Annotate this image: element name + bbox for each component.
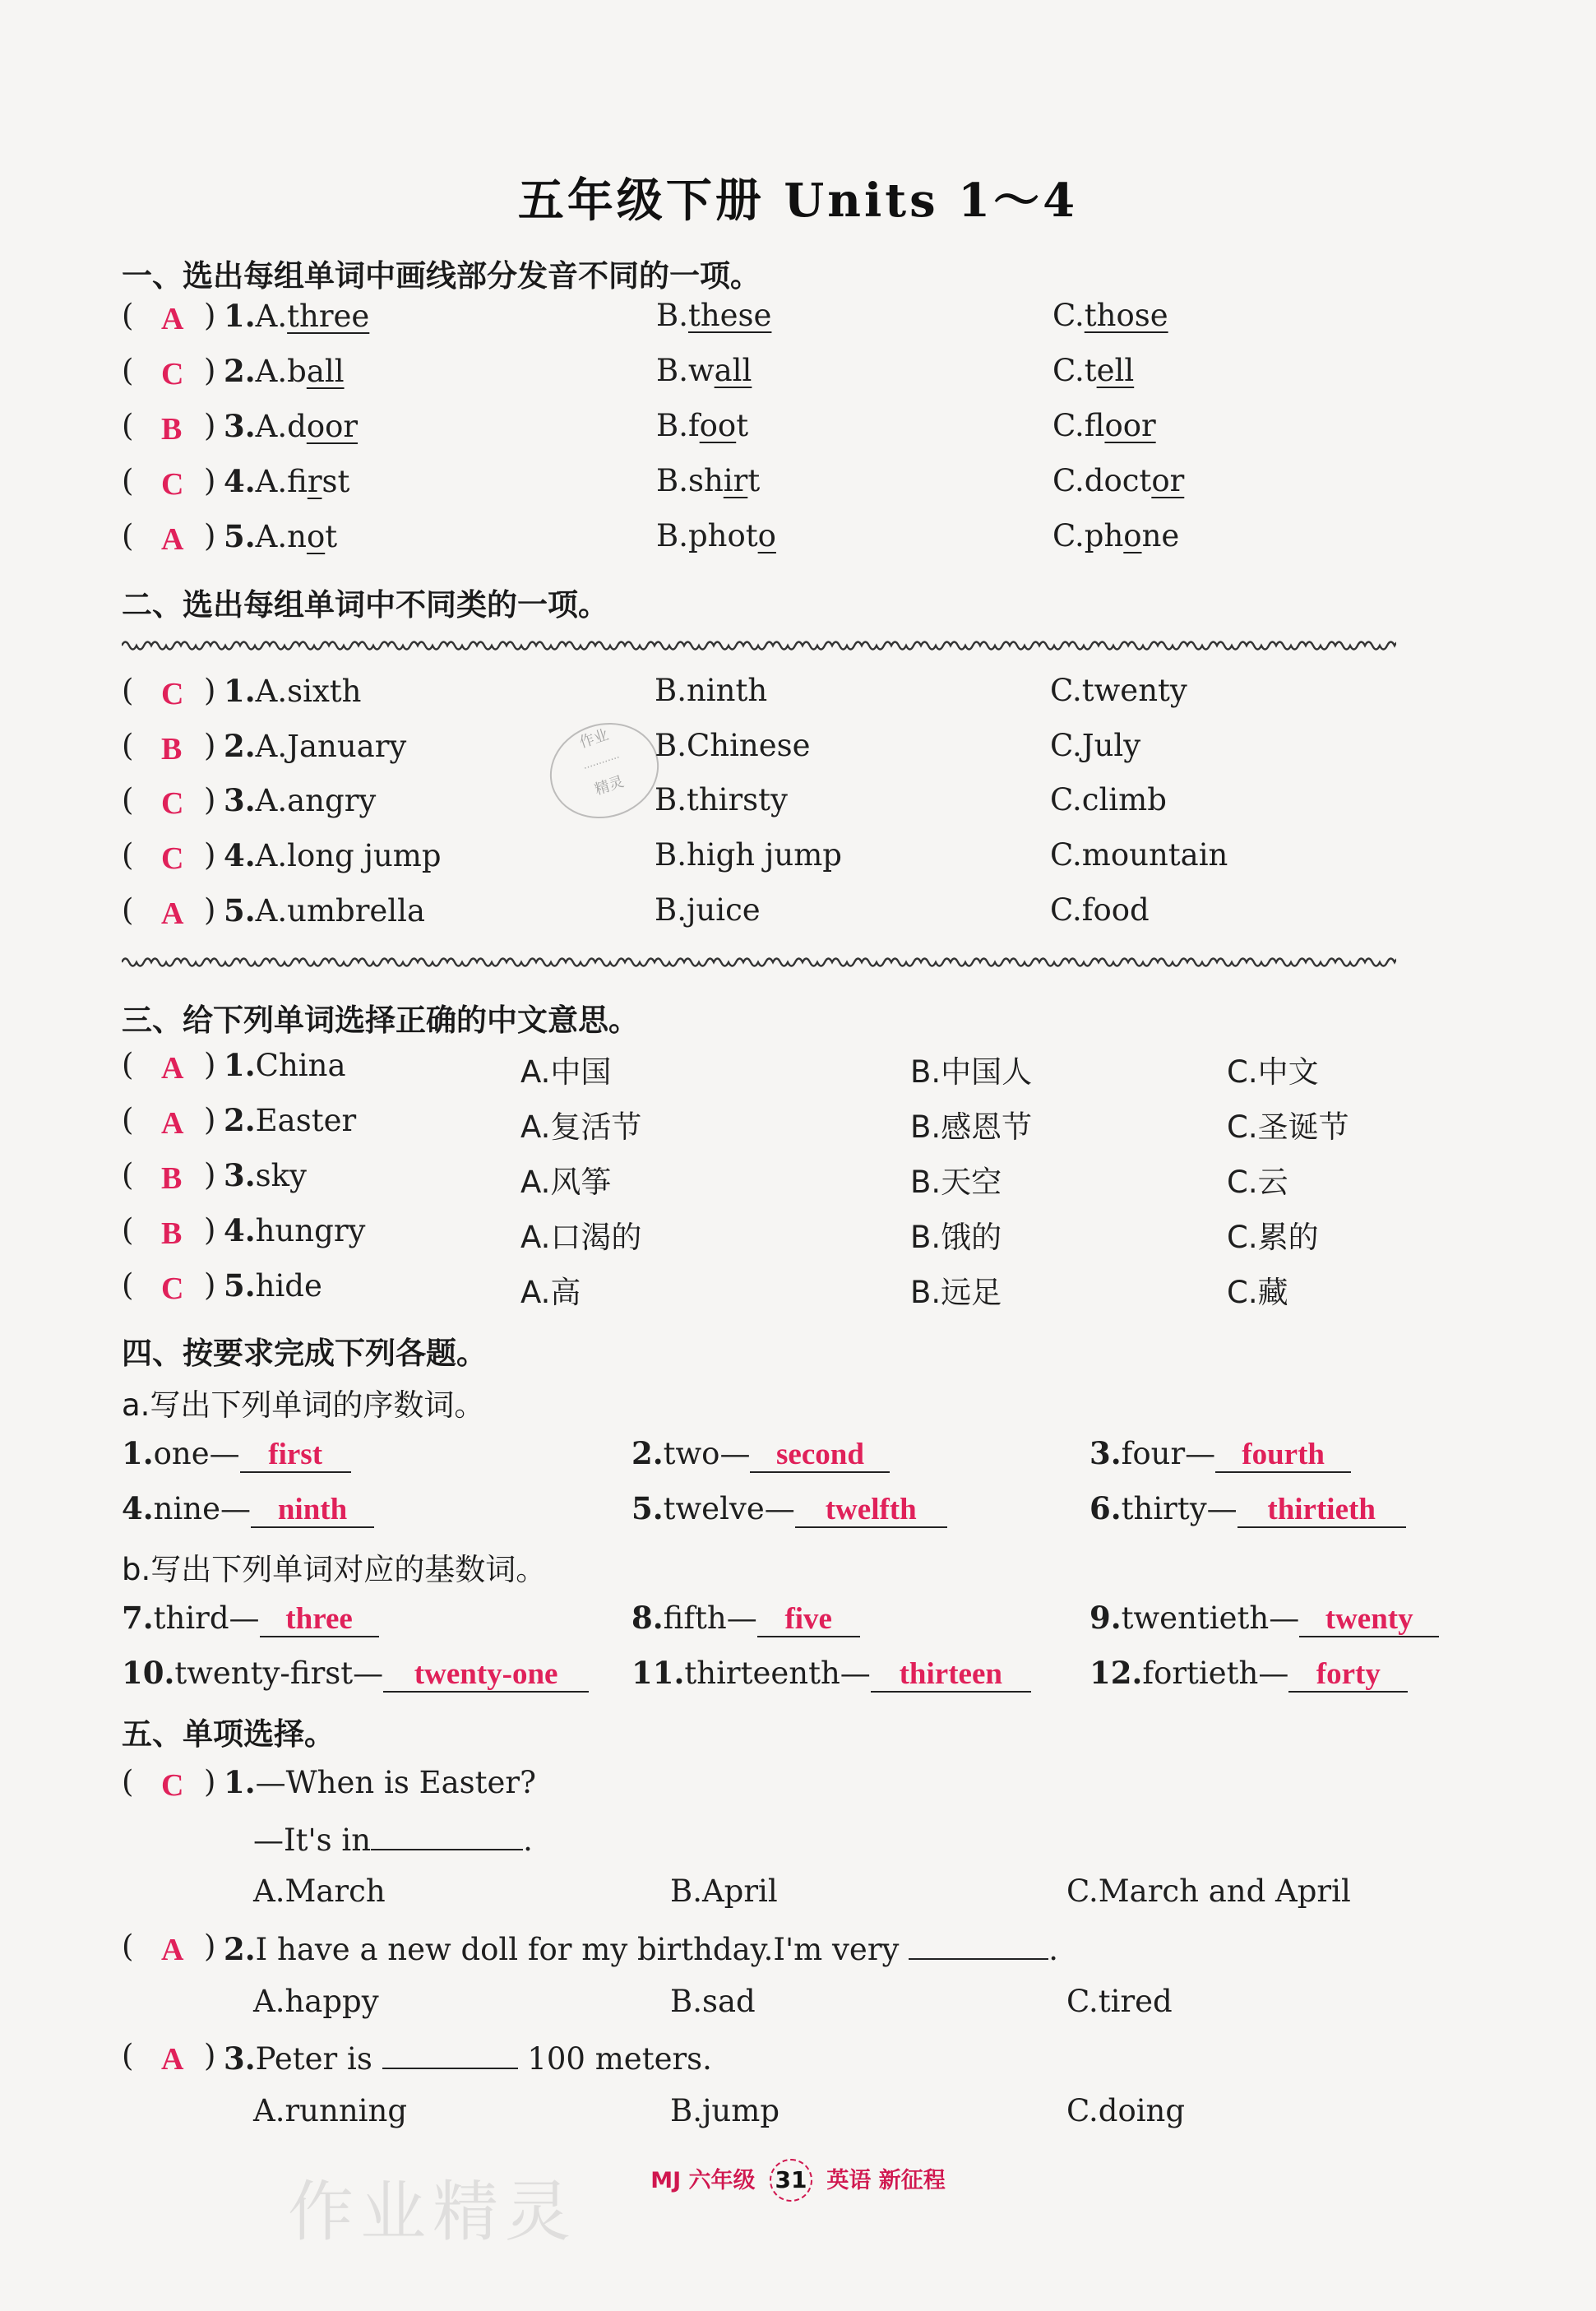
answer-mark: A [161, 302, 184, 336]
section4-heading: 四、按要求完成下列各题。 [122, 1336, 487, 1371]
option-a: A.中国 [520, 1054, 612, 1090]
pronunciation-item: ( A ) 1.A.three B.these C.those [122, 298, 1168, 336]
category-item: ( B ) 2.A.January B.Chinese C.July [122, 728, 1141, 766]
english-word: 3.sky [224, 1157, 307, 1193]
option-a: A.happy [253, 1984, 379, 2019]
wavy-divider-bottom [122, 950, 1396, 975]
answer-mark: A [161, 2042, 184, 2077]
option-b: B.远足 [910, 1275, 1002, 1310]
answer-blank[interactable]: first [240, 1438, 351, 1473]
mcq-3-options [0, 2093, 1596, 2142]
page-number: 31 [770, 2159, 812, 2202]
option-a: A.高 [520, 1275, 581, 1310]
answer-blank[interactable]: fourth [1215, 1438, 1351, 1473]
answer-blank[interactable]: five [757, 1603, 860, 1637]
meaning-item: ( A ) 1.China A.中国 B.中国人 C.中文 [122, 1047, 1319, 1090]
option-a: 3.A.door [224, 408, 359, 444]
option-a: A.口渴的 [520, 1220, 642, 1255]
option-c: C.March and April [1066, 1873, 1351, 1909]
option-b: B.饿的 [910, 1220, 1002, 1255]
option-a: A.running [253, 2093, 408, 2128]
option-c: C.mountain [1050, 837, 1228, 873]
question-text: —When is Easter? [255, 1765, 536, 1800]
mcq-3: ( A ) 3.Peter is 100 meters. [122, 2038, 712, 2077]
option-a: 1.A.sixth [224, 673, 362, 709]
option-a: 1.A.three [224, 298, 370, 334]
option-c: C.doctor [1052, 463, 1185, 498]
footer-series: 英语 新征程 [826, 2168, 946, 2193]
option-b: B.juice [655, 892, 761, 928]
option-b: B.天空 [910, 1165, 1002, 1200]
answer-mark: A [161, 1933, 184, 1967]
pronunciation-item: ( B ) 3.A.door B.foot C.floor [122, 408, 1156, 447]
section3-heading: 三、给下列单词选择正确的中文意思。 [122, 1003, 639, 1038]
category-item: ( A ) 5.A.umbrella B.juice C.food [122, 892, 1150, 931]
option-c: C.July [1050, 728, 1141, 763]
answer-blank[interactable] [909, 1929, 1048, 1960]
option-b: B.April [670, 1873, 778, 1909]
section5-heading: 五、单项选择。 [122, 1716, 335, 1752]
answer-blank[interactable]: twenty-one [383, 1658, 589, 1693]
option-b: B.thirsty [655, 782, 788, 817]
answer-mark: C [161, 1768, 184, 1803]
option-c: C.doing [1066, 2093, 1186, 2128]
option-c: C.twenty [1050, 673, 1187, 708]
option-a: A.March [253, 1873, 386, 1909]
answer-mark: A [161, 1106, 184, 1141]
option-a: 4.A.long jump [224, 837, 442, 873]
english-word: 1.China [224, 1047, 346, 1083]
option-a: 5.A.not [224, 518, 338, 554]
option-b: B.ninth [655, 673, 768, 708]
section2-heading: 二、选出每组单词中不同类的一项。 [122, 587, 608, 623]
option-b: B.photo [656, 518, 776, 553]
pronunciation-item: ( A ) 5.A.not B.photo C.phone [122, 518, 1180, 557]
fill-item: 7.third— three [122, 1600, 379, 1637]
option-c: C.floor [1052, 408, 1156, 443]
section4-sub-a: a.写出下列单词的序数词。 [122, 1387, 485, 1423]
option-a: 5.A.umbrella [224, 892, 426, 929]
option-a: 2.A.January [224, 728, 407, 764]
option-c: C.云 [1227, 1165, 1288, 1200]
category-item: ( C ) 3.A.angry B.thirsty C.climb [122, 782, 1167, 821]
answer-blank[interactable]: second [750, 1438, 890, 1473]
answer-blank[interactable]: ninth [251, 1494, 374, 1528]
fill-item: 2.two— second [631, 1435, 890, 1473]
footer-grade: MJ 六年级 [650, 2168, 756, 2193]
mcq-1-line2: —It's in . [0, 1819, 1596, 1869]
fill-item: 4.nine— ninth [122, 1490, 374, 1528]
answer-mark: C [161, 357, 184, 391]
meaning-item: ( C ) 5.hide A.高 B.远足 C.藏 [122, 1267, 1288, 1310]
answer-blank[interactable] [382, 2038, 518, 2069]
category-item: ( C ) 1.A.sixth B.ninth C.twenty [122, 673, 1187, 711]
wavy-divider-top [122, 633, 1396, 658]
mcq-2-options [0, 1984, 1596, 2033]
answer-blank[interactable] [371, 1819, 523, 1850]
fill-item: 12.fortieth— forty [1089, 1655, 1408, 1693]
mcq-1: ( C ) 1.—When is Easter? [122, 1764, 536, 1803]
fill-item: 1.one— first [122, 1435, 351, 1473]
option-b: B.shirt [656, 463, 761, 498]
section1-heading: 一、选出每组单词中画线部分发音不同的一项。 [122, 258, 761, 294]
answer-mark: A [161, 522, 184, 557]
english-word: 2.Easter [224, 1102, 357, 1138]
fill-item: 11.thirteenth— thirteen [631, 1655, 1031, 1693]
fill-item: 10.twenty-first— twenty-one [122, 1655, 589, 1693]
answer-mark: A [161, 1051, 184, 1086]
option-c: C.累的 [1227, 1220, 1319, 1255]
option-b: B.high jump [655, 837, 842, 873]
answer-blank[interactable]: thirteen [871, 1658, 1031, 1693]
option-a: A.风筝 [520, 1165, 612, 1200]
answer-mark: C [161, 467, 184, 502]
answer-mark: A [161, 896, 184, 931]
option-b: B.sad [670, 1984, 756, 2019]
meaning-item: ( A ) 2.Easter A.复活节 B.感恩节 C.圣诞节 [122, 1102, 1349, 1145]
stamp-logo: 作业 ············ 精灵 [538, 709, 672, 832]
category-item: ( C ) 4.A.long jump B.high jump C.mountain [122, 837, 1228, 876]
meaning-item: ( B ) 4.hungry A.口渴的 B.饿的 C.累的 [122, 1212, 1319, 1255]
answer-mark: C [161, 1271, 184, 1306]
question-text: I have a new doll for my birthday.I'm very [255, 1932, 900, 1967]
section4-sub-b: b.写出下列单词对应的基数词。 [122, 1552, 547, 1587]
mcq-1-options [0, 1873, 1596, 1923]
option-c: C.tell [1052, 353, 1135, 388]
pronunciation-item: ( C ) 2.A.ball B.wall C.tell [122, 353, 1135, 391]
page-footer [0, 2159, 1596, 2202]
option-c: C.phone [1052, 518, 1180, 553]
watermark: 作业精灵 [288, 2174, 577, 2250]
answer-blank[interactable]: forty [1288, 1658, 1408, 1693]
question-text: Peter is [255, 2041, 372, 2077]
option-b: B.感恩节 [910, 1109, 1033, 1145]
pronunciation-item: ( C ) 4.A.first B.shirt C.doctor [122, 463, 1185, 502]
english-word: 4.hungry [224, 1212, 366, 1248]
answer-mark: B [161, 732, 183, 766]
option-a: 4.A.first [224, 463, 350, 499]
option-b: B.these [656, 298, 772, 333]
answer-blank[interactable]: twenty [1299, 1603, 1439, 1637]
answer-mark: C [161, 677, 184, 711]
english-word: 5.hide [224, 1267, 322, 1304]
option-c: C.food [1050, 892, 1150, 928]
page-title: 五年级下册 Units 1～4 [517, 174, 1079, 228]
answer-mark: B [161, 412, 183, 447]
answer-mark: C [161, 786, 184, 821]
fill-item: 8.fifth— five [631, 1600, 860, 1637]
option-c: C.climb [1050, 782, 1167, 817]
meaning-item: ( B ) 3.sky A.风筝 B.天空 C.云 [122, 1157, 1288, 1200]
option-c: C.tired [1066, 1984, 1173, 2019]
answer-mark: C [161, 841, 184, 876]
mcq-2: ( A ) 2.I have a new doll for my birthday.I'm very . [122, 1929, 1058, 1967]
fill-item: 5.twelve— twelfth [631, 1490, 947, 1528]
option-a: 2.A.ball [224, 353, 345, 389]
answer-blank[interactable]: thirtieth [1237, 1494, 1406, 1528]
option-b: B.foot [656, 408, 749, 443]
answer-blank[interactable]: twelfth [795, 1494, 947, 1528]
option-b: B.wall [656, 353, 752, 388]
option-c: C.中文 [1227, 1054, 1319, 1090]
fill-item: 6.thirty— thirtieth [1089, 1490, 1406, 1528]
option-c: C.圣诞节 [1227, 1109, 1349, 1145]
answer-mark: B [161, 1216, 183, 1251]
fill-item: 9.twentieth— twenty [1089, 1600, 1439, 1637]
option-b: B.Chinese [655, 728, 811, 763]
option-a: 3.A.angry [224, 782, 377, 818]
option-b: B.中国人 [910, 1054, 1033, 1090]
answer-mark: B [161, 1161, 183, 1196]
fill-item: 3.four— fourth [1089, 1435, 1351, 1473]
option-b: B.jump [670, 2093, 780, 2128]
option-c: C.those [1052, 298, 1168, 333]
option-c: C.藏 [1227, 1275, 1288, 1310]
answer-blank[interactable]: three [260, 1603, 379, 1637]
option-a: A.复活节 [520, 1109, 642, 1145]
